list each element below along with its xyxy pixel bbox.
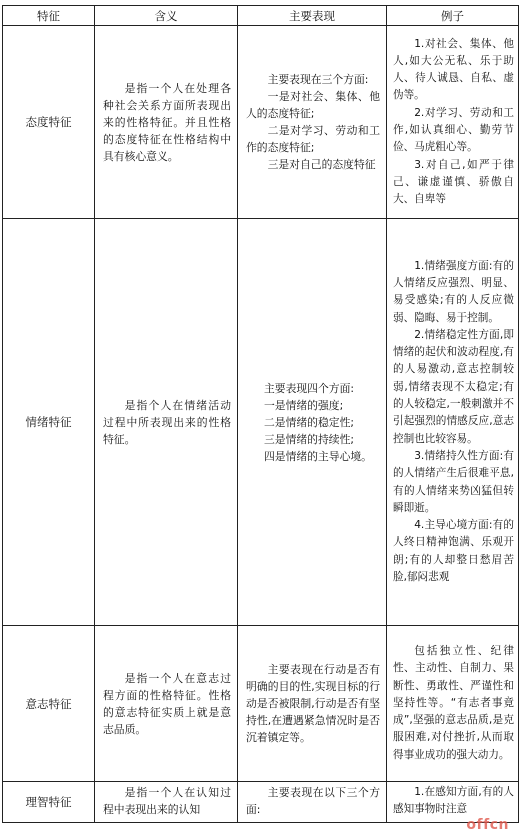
meaning-cell <box>95 219 238 626</box>
example-line: 1.情绪强度方面:有的人情绪反应强烈、明显、易受感染;有的人反应微弱、隐晦、易于控制。 <box>393 259 514 324</box>
table-row <box>3 782 519 823</box>
offcn-watermark: offcn <box>466 817 509 833</box>
example-line: 3.情绪持久性方面:有的人情绪产生后很难平息,有的人情绪来势凶猛但转瞬即逝。 <box>393 449 514 514</box>
manifestation-line: 一是对社会、集体、他人的态度特征; <box>246 90 380 120</box>
manifestation-line: 主要表现在以下三个方面: <box>246 786 380 816</box>
table-row <box>3 626 519 782</box>
header-examples: 例子 <box>387 6 519 26</box>
meaning-text: 是指一个人在认知过程中表现出来的认知 <box>103 786 231 816</box>
examples-cell <box>387 219 519 626</box>
examples-cell <box>387 626 519 782</box>
example-line: 1.对社会、集体、他人,如大公无私、乐于助人、待人诚恳、自私、虚伪等。 <box>393 37 514 102</box>
header-meaning: 含义 <box>95 6 238 26</box>
manifestation-cell <box>238 626 387 782</box>
example-line: 4.主导心境方面:有的人终日精神饱满、乐观开朗;有的人却整日愁眉苦脸,郁闷悲观 <box>393 519 514 584</box>
table-row <box>3 219 519 626</box>
manifestation-line: 二是对学习、劳动和工作的态度特征; <box>246 124 380 154</box>
manifestation-line: 三是对自己的态度特征 <box>267 158 376 171</box>
meaning-text: 是指一个人在意志过程方面的性格特征。性格的意志特征实质上就是意志品质。 <box>103 671 231 736</box>
manifestation-line: 一是情绪的强度; <box>264 398 344 412</box>
examples-cell <box>387 26 519 219</box>
meaning-text: 是指一个人在处理各种社会关系方面所表现出来的性格特征。并且性格的态度特征在性格结构中具有核心意义。 <box>103 81 231 163</box>
example-line: 2.对学习、劳动和工作,如认真细心、勤劳节俭、马虎粗心等。 <box>393 106 514 154</box>
manifestation-cell <box>238 219 387 626</box>
manifestation-cell <box>238 782 387 823</box>
manifestation-line: 主要表现在行动是否有明确的目的性,实现目标的行动是否被限制,行动是否有坚持性,在遭遇紧急情况时是否沉着镇定等。 <box>246 663 380 744</box>
header-manifestation: 主要表现 <box>238 6 387 26</box>
manifestation-line: 二是情绪的稳定性; <box>264 415 355 429</box>
feature-cell: 意志特征 <box>3 626 95 782</box>
manifestation-line: 四是情绪的主导心境。 <box>264 449 372 463</box>
table-row <box>3 26 519 219</box>
character-traits-table <box>2 5 519 823</box>
feature-text: 理智特征 <box>25 795 72 809</box>
meaning-text: 是指个人在情绪活动过程中所表现出来的性格特征。 <box>103 398 231 446</box>
example-line: 1.在感知方面,有的人感知事物时注意 <box>393 786 514 816</box>
header-feature: 特征 <box>3 6 95 26</box>
manifestation-line: 主要表现在三个方面: <box>267 73 369 86</box>
manifestation-line: 三是情绪的持续性; <box>264 432 355 446</box>
manifestation-line: 主要表现四个方面: <box>264 381 355 395</box>
manifestation-cell <box>238 26 387 219</box>
meaning-cell <box>95 26 238 219</box>
meaning-cell <box>95 782 238 823</box>
feature-cell <box>3 782 95 823</box>
example-line: 3.对自己,如严于律己、谦虚谨慎、骄傲自大、自卑等 <box>393 158 514 206</box>
feature-cell: 情绪特征 <box>3 219 95 626</box>
meaning-cell <box>95 626 238 782</box>
example-line: 2.情绪稳定性方面,即情绪的起伏和波动程度,有的人易激动,意志控制较弱,情绪表现不太稳定;有的人较稳定,一般刺激并不引起强烈的情感反应,意志控制也比较容易。 <box>393 328 514 445</box>
example-line: 包括独立性、纪律性、主动性、自制力、果断性、勇敢性、严谨性和坚持性等。“有志者事竟成”,坚强的意志品质,是克服困难,对付挫折,从而取得事业成功的强大动力。 <box>393 644 514 761</box>
feature-cell: 态度特征 <box>3 26 95 219</box>
header-row <box>3 6 519 26</box>
